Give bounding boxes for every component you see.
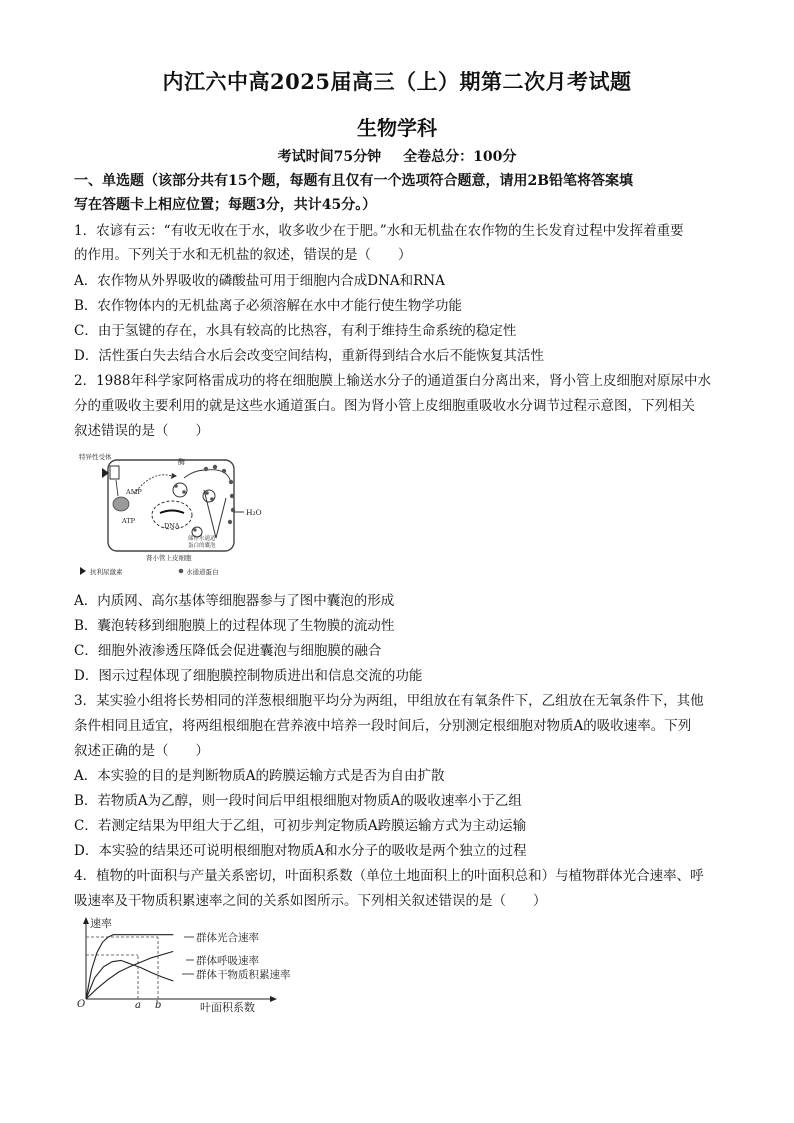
exam-time: 考试时间75分钟	[277, 149, 382, 165]
legend-respiration: 群体呼吸速率	[196, 955, 259, 967]
legend-photosynthesis: 群体光合速率	[196, 932, 259, 944]
section-heading-2: 写在答题卡上相应位置；每题3分，共计45分。）	[74, 197, 377, 213]
q3-stem-line1: 3．某实验小组将长势相同的洋葱根细胞平均分为两组，甲组放在有氧条件下，乙组放在无氧条件下，其他	[74, 693, 704, 709]
q3-option-c: C．若测定结果为甲组大于乙组，可初步判定物质A跨膜运输方式为主动运输	[74, 818, 527, 834]
legend-dot-icon	[179, 569, 184, 574]
section-heading-1: 一、单选题（该部分共有15个题，每题有且仅有一个选项符合题意，请用2B铅笔将答案填	[74, 173, 634, 189]
legend-adh: 抗利尿激素	[90, 568, 123, 576]
amp-label: AMP	[126, 488, 142, 496]
q1-stem-line2: 的作用。下列关于水和无机盐的叙述，错误的是（ ）	[74, 247, 412, 263]
q2-option-a: A．内质网、高尔基体等细胞器参与了图中囊泡的形成	[74, 593, 395, 609]
enzyme-label: 酶	[178, 458, 185, 466]
q4-rate-chart	[74, 915, 334, 1015]
q1-stem-line1: 1．农谚有云：“有收无收在于水，收多收少在于肥。”水和无机盐在农作物的生长发育过程中发挥着重要	[74, 223, 684, 239]
q1-option-a: A．农作物从外界吸收的磷酸盐可用于细胞内合成DNA和RNA	[74, 273, 445, 289]
atp-organelle	[113, 497, 129, 511]
dna-label: DNA	[164, 522, 180, 530]
receptor-label: 特异性受体	[79, 453, 112, 461]
receptor-box	[110, 466, 119, 479]
legend-dry-matter: 群体干物质积累速率	[196, 969, 291, 981]
x-tick-a: a	[135, 1000, 141, 1011]
subject-title: 生物学科	[357, 116, 437, 140]
x-axis-label: 叶面积系数	[200, 1001, 255, 1014]
q1-option-c: C．由于氢键的存在，水具有较高的比热容，有利于维持生命系统的稳定性	[74, 323, 517, 339]
q2-stem-line2: 分的重吸收主要利用的就是这些水通道蛋白。图为肾小管上皮细胞重吸收水分调节过程示意图，下列相关	[74, 398, 695, 414]
q4-stem-line1: 4．植物的叶面积与产量关系密切，叶面积系数（单位土地面积上的叶面积总和）与植物群体光合速率、呼	[74, 868, 704, 884]
q2-stem-line1: 2．1988年科学家阿格雷成功的将在细胞膜上输送水分子的通道蛋白分离出来，肾小管上皮细胞对原尿中水	[74, 373, 711, 389]
x-axis-arrow-icon	[270, 996, 277, 1002]
exam-title: 内江六中高2025届高三（上）期第二次月考试题	[162, 69, 632, 94]
q2-option-b: B．囊泡转移到细胞膜上的过程体现了生物膜的流动性	[74, 618, 395, 634]
exam-info	[0, 146, 794, 166]
exam-score: 全卷总分：100分	[403, 149, 517, 165]
q3-stem-line2: 条件相同且适宜，将两组根细胞在营养液中培养一段时间后，分别测定根细胞对物质A的吸收速率。下列	[74, 718, 692, 734]
vesicle-label-line2: 蛋白的囊泡	[188, 543, 216, 549]
q2-option-c: C．细胞外液渗透压降低会促进囊泡与细胞膜的融合	[74, 643, 382, 659]
series-respiration	[86, 951, 173, 999]
q3-option-d: D．本实验的结果还可说明根细胞对物质A和水分子的吸收是两个独立的过程	[74, 843, 527, 859]
x-tick-b: b	[155, 1000, 162, 1011]
q2-stem-line3: 叙述错误的是（ ）	[74, 423, 209, 439]
q3-stem-line3: 叙述正确的是（ ）	[74, 743, 209, 759]
q1-option-b: B．农作物体内的无机盐离子必须溶解在水中才能行使生物学功能	[74, 298, 462, 314]
cell-label: 肾小管上皮细胞	[146, 554, 192, 562]
atp-label: ATP	[122, 517, 136, 525]
q3-option-a: A．本实验的目的是判断物质A的跨膜运输方式是否为自由扩散	[74, 768, 445, 784]
q4-stem-line2: 吸速率及干物质积累速率之间的关系如图所示。下列相关叙述错误的是（ ）	[74, 893, 547, 909]
water-label: H₂O	[246, 508, 262, 517]
vesicle-label-line1: 储存水通道	[188, 536, 216, 542]
y-axis-label: 速率	[90, 917, 112, 930]
q2-option-d: D．图示过程体现了细胞膜控制物质进出和信息交流的功能	[74, 668, 423, 684]
q3-option-b: B．若物质A为乙醇，则一段时间后甲组根细胞对物质A的吸收速率小于乙组	[74, 793, 522, 809]
legend-triangle-icon	[80, 567, 86, 575]
legend-aqp: 水通道蛋白	[186, 568, 219, 576]
y-axis-arrow-icon	[83, 917, 89, 924]
q2-cell-diagram	[76, 450, 276, 585]
origin-label: O	[77, 999, 86, 1010]
q1-option-d: D．活性蛋白失去结合水后会改变空间结构，重新得到结合水后不能恢复其活性	[74, 348, 544, 364]
